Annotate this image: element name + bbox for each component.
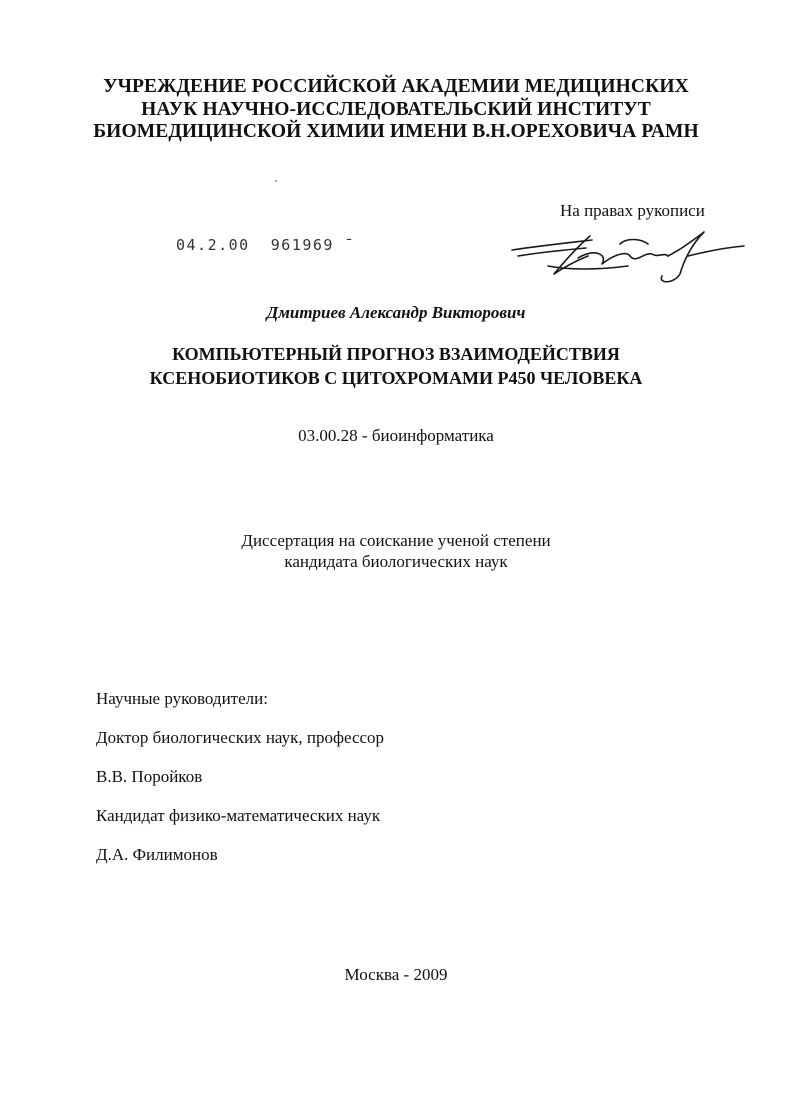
supervisor-line: Д.А. Филимонов <box>96 845 218 864</box>
degree-line: Диссертация на соискание ученой степени <box>241 531 551 550</box>
city-and-year: Москва - 2009 <box>344 965 448 984</box>
manuscript-rights-note: На правах рукописи <box>560 201 705 220</box>
degree-statement <box>0 530 792 572</box>
supervisor-line: Доктор биологических наук, профессор <box>96 728 385 747</box>
institution-line: БИОМЕДИЦИНСКОЙ ХИМИИ ИМЕНИ В.Н.ОРЕХОВИЧА РАМН <box>93 121 699 142</box>
dissertation-title <box>0 342 792 390</box>
speciality-code: 03.00.28 - биоинформатика <box>298 426 494 445</box>
supervisors-heading: Научные руководители: <box>96 689 268 708</box>
author-name: Дмитриев Александр Викторович <box>266 303 526 322</box>
institution-line: НАУК НАУЧНО-ИССЛЕДОВАТЕЛЬСКИЙ ИНСТИТУТ <box>141 98 651 120</box>
degree-line: кандидата биологических наук <box>284 552 508 571</box>
institution-line: УЧРЕЖДЕНИЕ РОССИЙСКОЙ АКАДЕМИИ МЕДИЦИНСКИХ <box>103 76 689 97</box>
supervisor-line: Кандидат физико-математических наук <box>96 806 381 825</box>
title-line: КСЕНОБИОТИКОВ С ЦИТОХРОМАМИ Р450 ЧЕЛОВЕКА <box>149 368 643 388</box>
supervisor-line: В.В. Поройков <box>96 767 203 786</box>
title-line: КОМПЬЮТЕРНЫЙ ПРОГНОЗ ВЗАИМОДЕЙСТВИЯ <box>172 344 620 364</box>
institution-name <box>0 76 792 144</box>
author-signature <box>508 226 748 292</box>
supervisors-block <box>96 689 384 884</box>
registration-number-stamp: 04.2.00 961969 ¯ <box>176 236 356 254</box>
scan-speck <box>275 180 277 182</box>
